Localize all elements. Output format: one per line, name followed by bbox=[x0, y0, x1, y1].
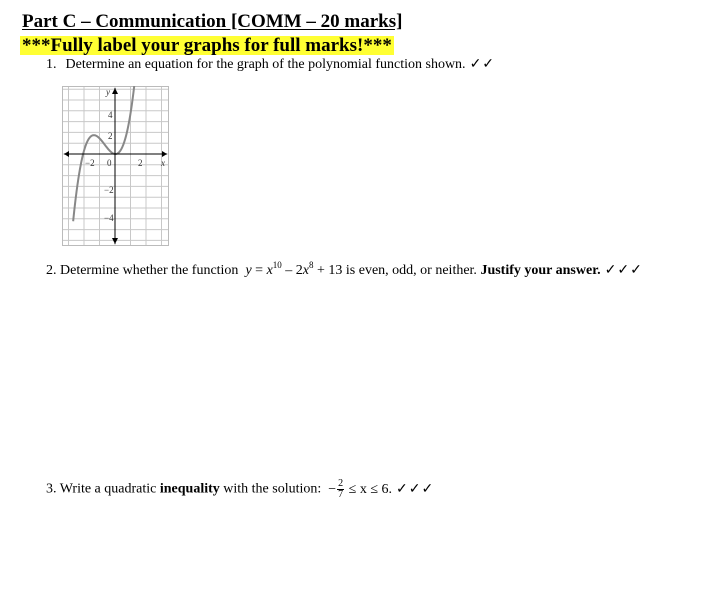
x-axis-label: x bbox=[161, 158, 165, 168]
y-tick-neg4: −4 bbox=[104, 213, 114, 223]
question-number: 1. bbox=[46, 57, 57, 72]
question-text: Determine an equation for the graph of the polynomial function shown. bbox=[65, 57, 466, 72]
mark-checks: ✓✓ bbox=[469, 57, 496, 72]
x-tick-2: 2 bbox=[138, 158, 143, 168]
question-number: 2. bbox=[46, 263, 57, 278]
y-tick-neg2: −2 bbox=[104, 185, 114, 195]
question-text-cont: with the solution: bbox=[223, 481, 322, 497]
fraction: $\frac{2}{7}$ bbox=[338, 478, 344, 500]
y-tick-2: 2 bbox=[108, 131, 113, 141]
y-axis-label: y bbox=[106, 87, 110, 97]
mark-checks: ✓✓✓ bbox=[396, 481, 435, 497]
graph-svg bbox=[62, 86, 169, 246]
x-tick-neg2: −2 bbox=[85, 158, 95, 168]
question-1 bbox=[46, 56, 495, 74]
question-2 bbox=[46, 262, 643, 280]
mark-checks: ✓✓✓ bbox=[604, 263, 643, 278]
instruction-banner: ***Fully label your graphs for full marks!*** bbox=[22, 35, 392, 56]
justify-emphasis: Justify your answer. bbox=[480, 263, 601, 278]
question-text-cont: is even, odd, or neither. bbox=[345, 263, 477, 278]
question-number: 3. bbox=[46, 481, 57, 497]
solution-inequality: − $\frac{2}{7}$ ≤ x ≤ 6. bbox=[328, 478, 393, 500]
function-equation: $y = x^{10} - 2x^8 + 13$ bbox=[245, 260, 343, 278]
question-3 bbox=[46, 479, 434, 500]
question-text: Write a quadratic bbox=[59, 481, 157, 497]
inequality-emphasis: inequality bbox=[159, 481, 220, 497]
page-title: Part C – Communication [COMM – 20 marks] bbox=[22, 11, 403, 32]
y-tick-4: 4 bbox=[108, 110, 113, 120]
polynomial-graph bbox=[62, 86, 169, 251]
x-tick-0: 0 bbox=[107, 158, 112, 168]
question-text: Determine whether the function bbox=[60, 263, 239, 278]
